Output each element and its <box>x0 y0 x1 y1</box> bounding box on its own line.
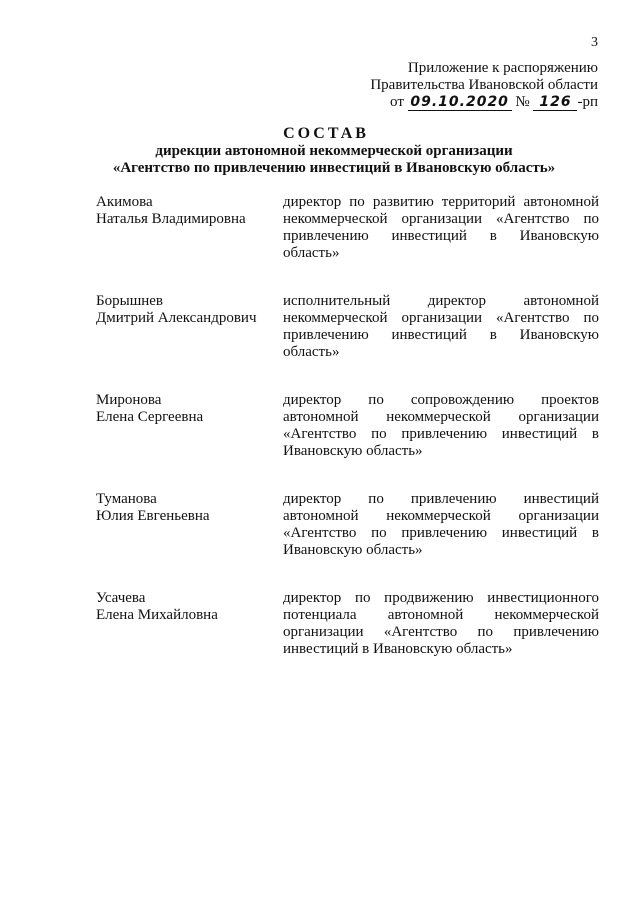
member-row <box>96 590 599 658</box>
member-row <box>96 293 599 361</box>
member-surname: Акимова <box>96 194 153 210</box>
annex-date-number-line <box>370 94 598 111</box>
document-title <box>0 124 640 177</box>
annex-number-label: № <box>515 94 530 110</box>
member-row <box>96 194 599 262</box>
handwritten-date: 09.10.2020 <box>408 95 512 111</box>
members-list <box>96 194 599 689</box>
member-name <box>96 293 283 361</box>
title-line-2: дирекции автономной некоммерческой организации <box>155 143 513 159</box>
member-role: директор по продвижению инвестиционного потенциала автономной некоммерческой организации «Агентство по привлечению инвестиций в Ивановскую область» <box>283 590 599 657</box>
member-given-name: Елена Михайловна <box>96 607 218 623</box>
member-given-name: Юлия Евгеньевна <box>96 508 210 524</box>
title-main: СОСТАВ <box>283 125 369 142</box>
member-surname: Миронова <box>96 392 162 408</box>
member-given-name: Дмитрий Александрович <box>96 310 257 326</box>
member-surname: Туманова <box>96 491 157 507</box>
member-name <box>96 590 283 658</box>
handwritten-number: 126 <box>533 95 577 111</box>
member-name <box>96 491 283 559</box>
member-name <box>96 194 283 262</box>
member-role: директор по привлечению инвестиций автономной некоммерческой организации «Агентство по привлечению инвестиций в Ивановскую область» <box>283 491 599 558</box>
member-surname: Борышнев <box>96 293 164 309</box>
member-row <box>96 392 599 460</box>
annex-number-suffix: -рп <box>577 94 598 110</box>
page-number: 3 <box>591 35 598 50</box>
title-line-3: «Агентство по привлечению инвестиций в Ивановскую область» <box>112 160 556 176</box>
annex-line-2: Правительства Ивановской области <box>370 77 598 93</box>
annex-header <box>370 60 598 111</box>
member-role: директор по сопровождению проектов автономной некоммерческой организации «Агентство по привлечению инвестиций в Ивановскую область» <box>283 392 599 459</box>
member-name <box>96 392 283 460</box>
annex-from-label: от <box>390 94 404 110</box>
member-role: директор по развитию территорий автономной некоммерческой организации «Агентство по привлечению инвестиций в Ивановскую область» <box>283 194 599 261</box>
member-role: исполнительный директор автономной некоммерческой организации «Агентство по привлечению инвестиций в Ивановскую область» <box>283 293 599 360</box>
member-surname: Усачева <box>96 590 146 606</box>
member-given-name: Наталья Владимировна <box>96 211 246 227</box>
member-given-name: Елена Сергеевна <box>96 409 204 425</box>
member-row <box>96 491 599 559</box>
annex-line-1: Приложение к распоряжению <box>407 60 598 76</box>
